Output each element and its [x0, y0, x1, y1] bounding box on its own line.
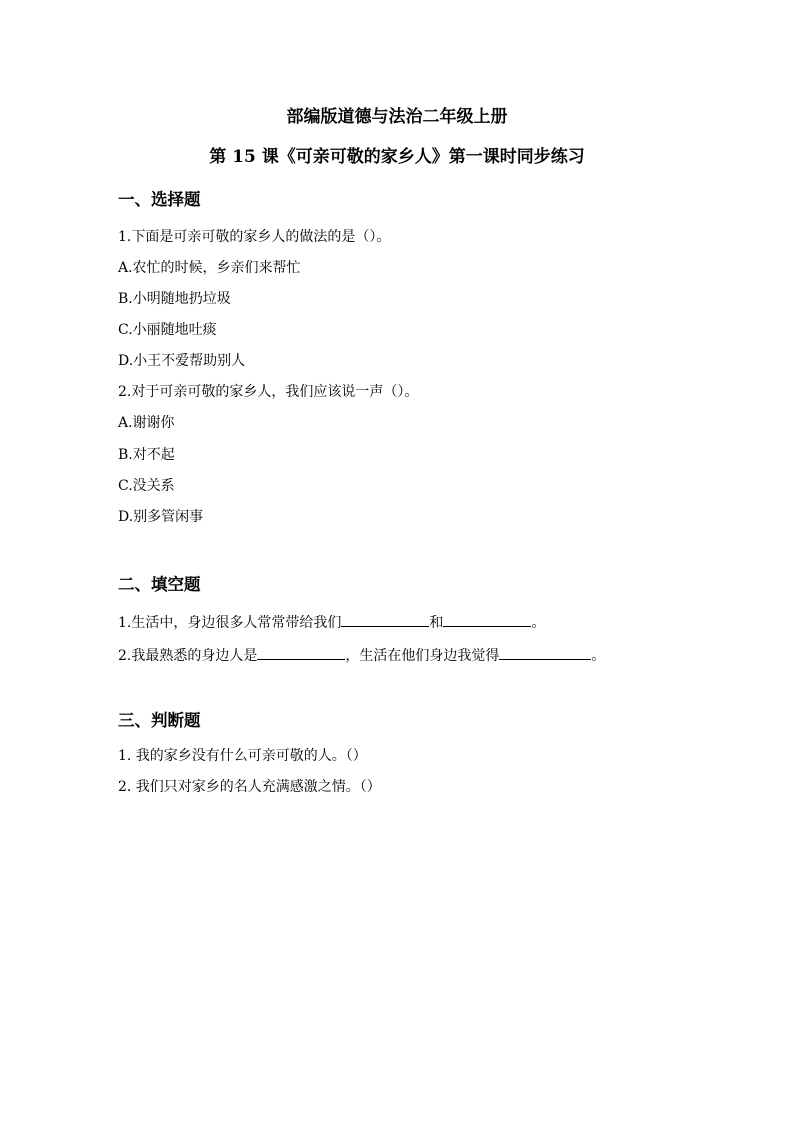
fill-in-question: [118, 645, 605, 666]
question-text: 和: [429, 615, 444, 631]
answer-option: D.别多管闲事: [118, 509, 204, 525]
answer-blank[interactable]: [257, 645, 345, 660]
answer-option: A.谢谢你: [118, 415, 175, 431]
question-text: 2.我最熟悉的身边人是: [118, 648, 258, 664]
answer-option: C.没关系: [118, 478, 175, 494]
question-text: 。: [531, 615, 546, 631]
answer-blank[interactable]: [499, 645, 591, 660]
section-heading-true-false: 三、判断题: [118, 711, 201, 730]
answer-blank[interactable]: [443, 612, 531, 627]
true-false-question: 2. 我们只对家乡的名人充满感激之情。（）: [118, 779, 381, 795]
question-text: ，生活在他们身边我觉得: [345, 648, 500, 664]
document-subtitle: 第 15 课《可亲可敬的家乡人》第一课时同步练习: [209, 147, 585, 167]
answer-option: A.农忙的时候，乡亲们来帮忙: [118, 260, 301, 276]
question-stem: 1.下面是可亲可敬的家乡人的做法的是（）。: [118, 229, 391, 245]
answer-option: C.小丽随地吐痰: [118, 322, 217, 338]
section-heading-multiple-choice: 一、选择题: [118, 190, 201, 209]
document-title: 部编版道德与法治二年级上册: [286, 107, 508, 127]
answer-blank[interactable]: [341, 612, 429, 627]
question-text: 1.生活中，身边很多人常常带给我们: [118, 615, 342, 631]
question-text: 。: [591, 648, 606, 664]
question-stem: 2.对于可亲可敬的家乡人，我们应该说一声（）。: [118, 384, 419, 400]
section-heading-fill-in: 二、填空题: [118, 575, 201, 594]
answer-option: B.对不起: [118, 447, 175, 463]
fill-in-question: [118, 612, 545, 633]
answer-option: B.小明随地扔垃圾: [118, 291, 231, 307]
true-false-question: 1. 我的家乡没有什么可亲可敬的人。（）: [118, 748, 367, 764]
answer-option: D.小王不爱帮助别人: [118, 353, 246, 369]
